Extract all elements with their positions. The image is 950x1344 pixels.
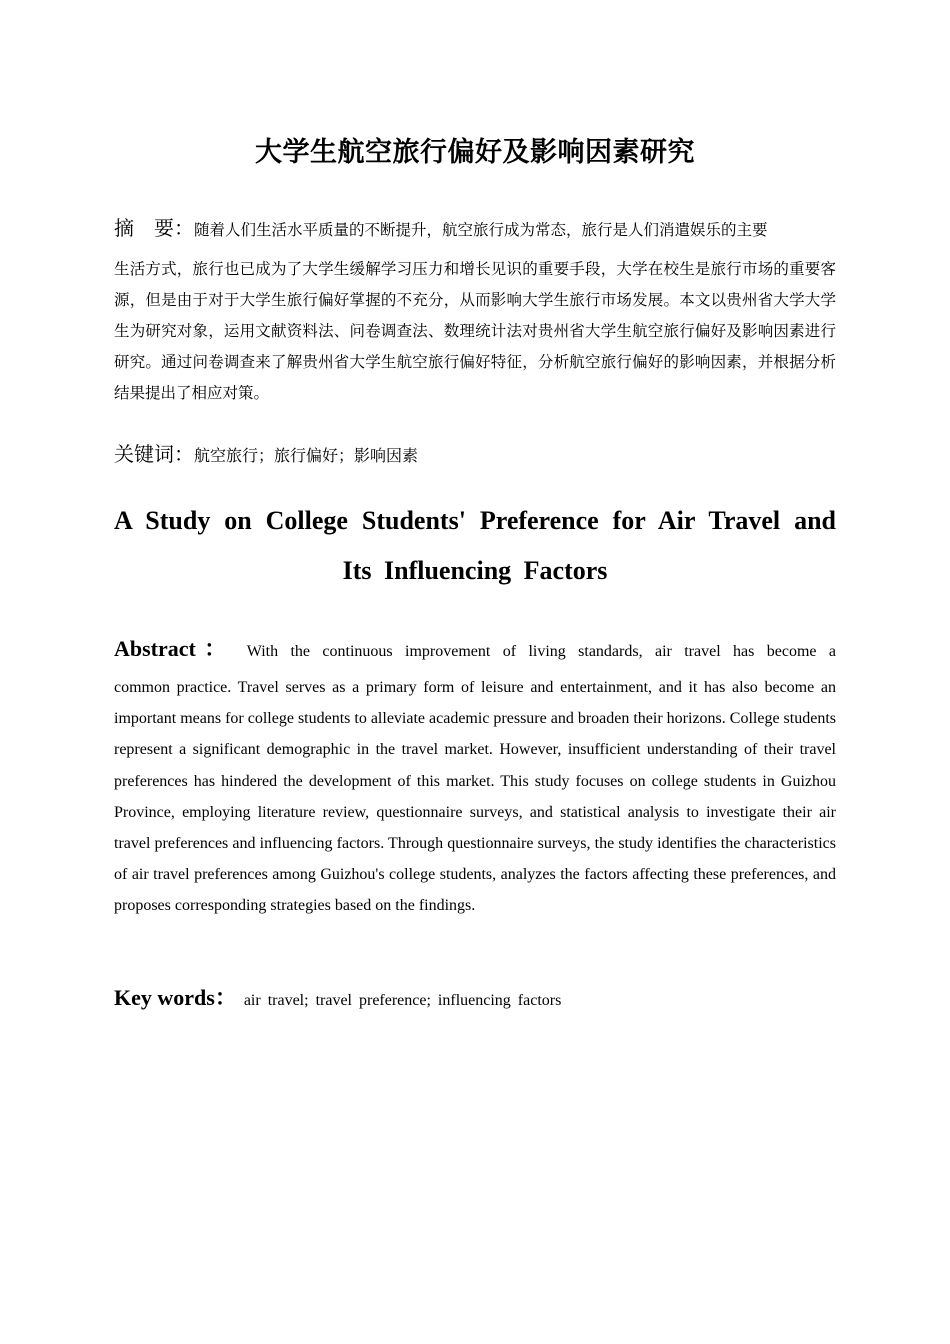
chinese-abstract-label: 摘 要： <box>114 216 194 240</box>
chinese-abstract-first-text: 随着人们生活水平质量的不断提升，航空旅行成为常态，旅行是人们消遣娱乐的主要 <box>194 221 768 239</box>
english-keywords-text: air travel; travel preference; influencing factors <box>243 992 562 1009</box>
english-title-line-2: Its Influencing Factors <box>342 556 608 585</box>
english-abstract-first-text: With the continuous improvement of living standards, air travel has become a <box>246 643 836 660</box>
english-title-line-1: A Study on College Students' Preference for Air Travel and <box>114 506 836 535</box>
chinese-keywords-text: 航空旅行；旅行偏好；影响因素 <box>194 446 419 465</box>
chinese-title: 大学生航空旅行偏好及影响因素研究 <box>255 137 695 168</box>
chinese-keywords <box>114 436 836 474</box>
english-keywords <box>114 980 836 1019</box>
english-title <box>114 496 836 596</box>
chinese-abstract <box>114 210 836 409</box>
english-abstract-label: Abstract： <box>114 636 235 661</box>
english-abstract-body: common practice. Travel serves as a primary form of leisure and entertainment, and it has also become an important means for college students to alleviate academic pressure and broaden their horizons. College students represent a significant demographic in the travel market. However, insufficient understanding of their travel preferences has hindered the development of this market. This study focuses on college students in Guizhou Province, employing literature review, questionnaire surveys, and statistical analysis to investigate their air travel preferences and influencing factors. Through questionnaire surveys, the study identifies the characteristics of air travel preferences among Guizhou's college students, analyzes the factors affecting these preferences, and proposes corresponding strategies based on the findings. <box>114 679 836 915</box>
chinese-abstract-body: 生活方式，旅行也已成为了大学生缓解学习压力和增长见识的重要手段，大学在校生是旅行市场的重要客源，但是由于对于大学生旅行偏好掌握的不充分，从而影响大学生旅行市场发展。本文以贵州省大学大学生为研究对象，运用文献资料法、问卷调查法、数理统计法对贵州省大学生航空旅行偏好及影响因素进行研究。通过问卷调查来了解贵州省大学生航空旅行偏好特征，分析航空旅行偏好的影响因素，并根据分析结果提出了相应对策。 <box>114 260 836 402</box>
english-abstract <box>114 628 836 922</box>
chinese-keywords-label: 关键词： <box>114 442 194 466</box>
english-keywords-label: Key words： <box>114 985 237 1010</box>
chinese-abstract-first-line <box>114 210 836 254</box>
english-abstract-first-line <box>114 628 836 672</box>
